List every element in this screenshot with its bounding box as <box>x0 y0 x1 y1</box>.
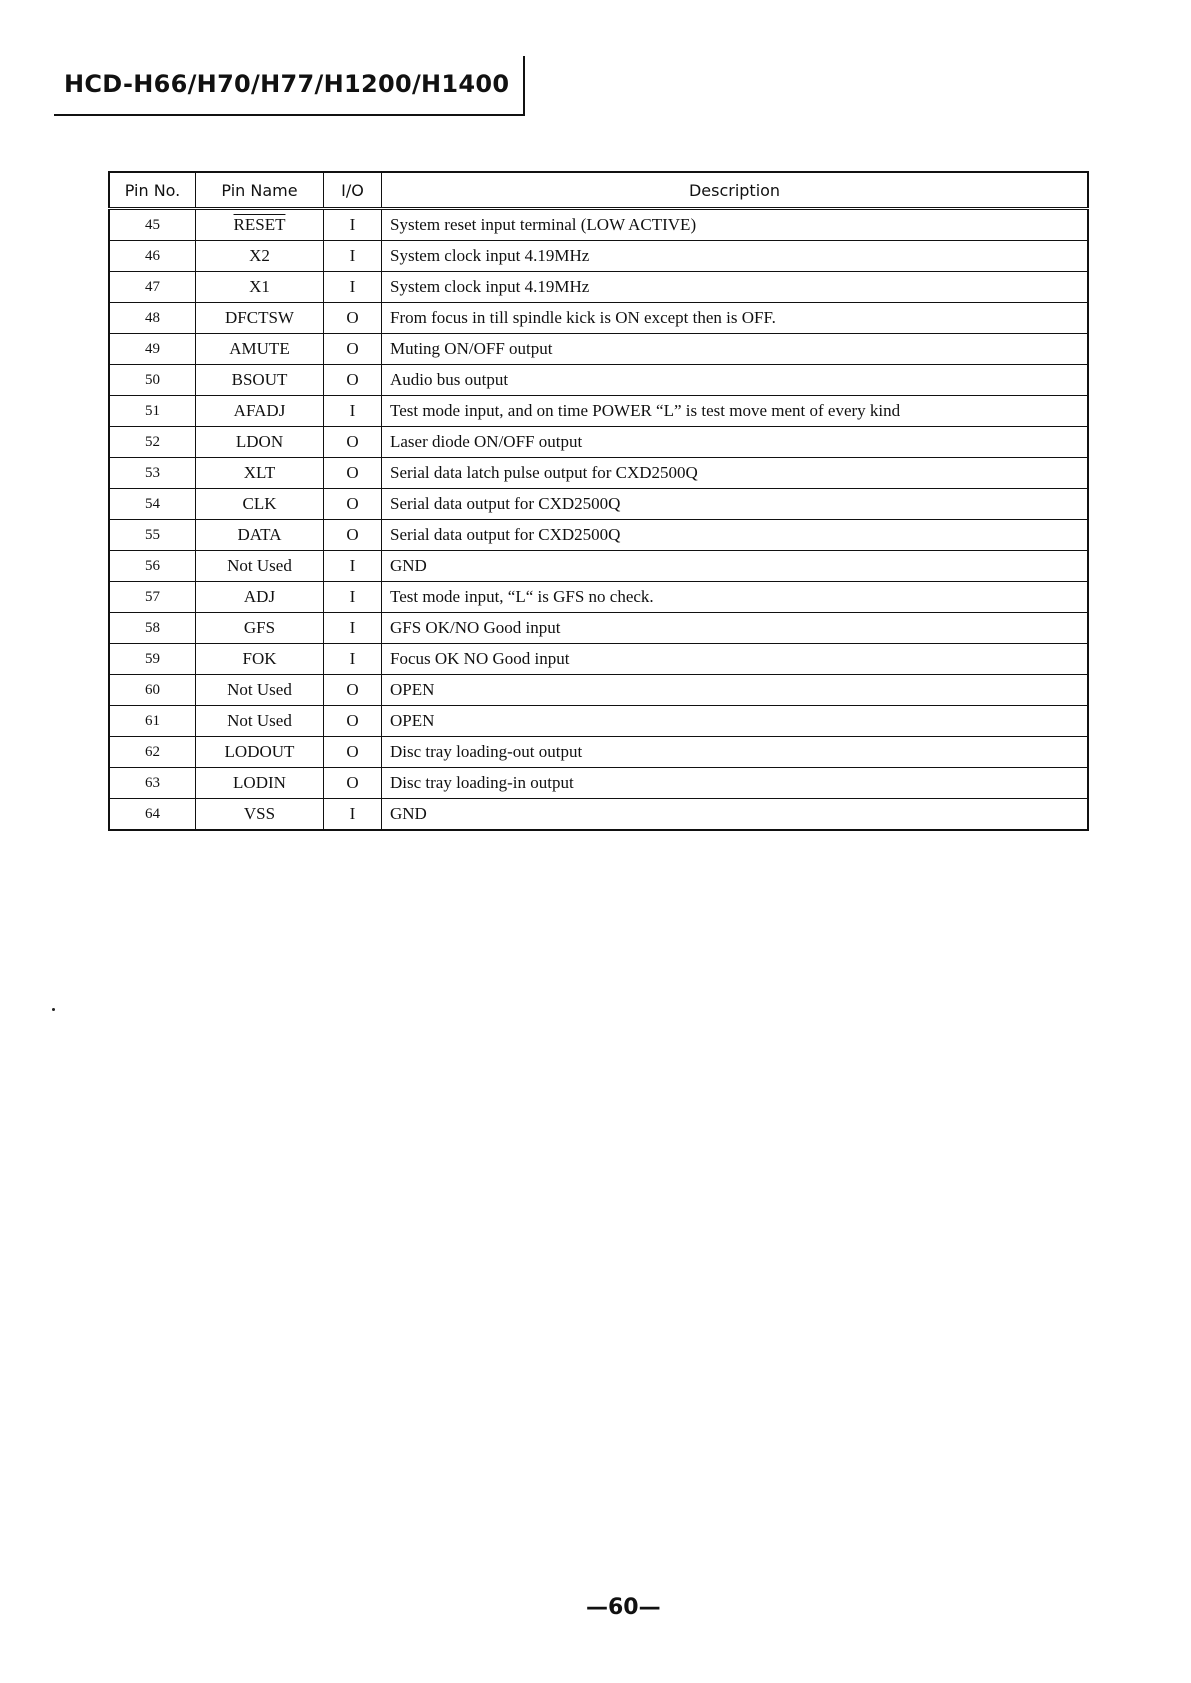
pin-number-cell: 64 <box>109 799 196 831</box>
table-row <box>109 489 1088 520</box>
table-row <box>109 644 1088 675</box>
pin-number-cell: 51 <box>109 396 196 427</box>
pin-number-cell: 58 <box>109 613 196 644</box>
io-cell: O <box>324 706 382 737</box>
table-body <box>109 209 1088 831</box>
description-cell: System clock input 4.19MHz <box>382 272 1089 303</box>
description-cell: GND <box>382 799 1089 831</box>
pin-name-cell: FOK <box>196 644 324 675</box>
io-cell: I <box>324 551 382 582</box>
pin-name-cell: DATA <box>196 520 324 551</box>
pin-number-cell: 46 <box>109 241 196 272</box>
io-cell: I <box>324 241 382 272</box>
pin-name-cell: XLT <box>196 458 324 489</box>
pin-name-cell: LODOUT <box>196 737 324 768</box>
description-cell: OPEN <box>382 706 1089 737</box>
table-row <box>109 520 1088 551</box>
io-cell: O <box>324 520 382 551</box>
pin-name-cell: ADJ <box>196 582 324 613</box>
description-cell: Serial data latch pulse output for CXD2500Q <box>382 458 1089 489</box>
table-row <box>109 272 1088 303</box>
stray-mark <box>52 1008 55 1011</box>
pin-number-cell: 60 <box>109 675 196 706</box>
header-divider-horizontal <box>54 114 525 116</box>
pin-number-cell: 52 <box>109 427 196 458</box>
io-cell: I <box>324 644 382 675</box>
io-cell: O <box>324 427 382 458</box>
pin-name-cell: VSS <box>196 799 324 831</box>
table-row <box>109 241 1088 272</box>
header-divider-vertical <box>523 56 525 114</box>
page-number: —60— <box>586 1595 661 1620</box>
io-cell: O <box>324 458 382 489</box>
description-cell: Muting ON/OFF output <box>382 334 1089 365</box>
description-cell: Disc tray loading-in output <box>382 768 1089 799</box>
pin-name-cell: Not Used <box>196 551 324 582</box>
table-row <box>109 209 1088 241</box>
model-title: HCD-H66/H70/H77/H1200/H1400 <box>64 70 510 98</box>
io-cell: I <box>324 209 382 241</box>
column-header-pin-no: Pin No. <box>109 172 196 209</box>
io-cell: I <box>324 613 382 644</box>
io-cell: I <box>324 799 382 831</box>
table-row <box>109 334 1088 365</box>
pin-name-cell: LODIN <box>196 768 324 799</box>
table-row <box>109 365 1088 396</box>
table-header-row <box>109 172 1088 209</box>
column-header-pin-name: Pin Name <box>196 172 324 209</box>
page-header <box>54 56 524 118</box>
description-cell: From focus in till spindle kick is ON except then is OFF. <box>382 303 1089 334</box>
table-row <box>109 768 1088 799</box>
pin-name-cell: X2 <box>196 241 324 272</box>
pin-number-cell: 61 <box>109 706 196 737</box>
description-cell: Test mode input, “L“ is GFS no check. <box>382 582 1089 613</box>
pin-number-cell: 55 <box>109 520 196 551</box>
io-cell: I <box>324 582 382 613</box>
pin-number-cell: 62 <box>109 737 196 768</box>
description-cell: System clock input 4.19MHz <box>382 241 1089 272</box>
io-cell: O <box>324 768 382 799</box>
pin-number-cell: 47 <box>109 272 196 303</box>
column-header-io: I/O <box>324 172 382 209</box>
table-row <box>109 551 1088 582</box>
io-cell: I <box>324 396 382 427</box>
pin-number-cell: 59 <box>109 644 196 675</box>
io-cell: I <box>324 272 382 303</box>
table-row <box>109 675 1088 706</box>
io-cell: O <box>324 489 382 520</box>
pin-name-cell: DFCTSW <box>196 303 324 334</box>
description-cell: OPEN <box>382 675 1089 706</box>
pin-name-cell: Not Used <box>196 675 324 706</box>
io-cell: O <box>324 365 382 396</box>
table-row <box>109 582 1088 613</box>
pin-name-cell: LDON <box>196 427 324 458</box>
table-row <box>109 458 1088 489</box>
table-row <box>109 396 1088 427</box>
pin-name-cell: Not Used <box>196 706 324 737</box>
pin-number-cell: 45 <box>109 209 196 241</box>
table-row <box>109 737 1088 768</box>
table-row <box>109 706 1088 737</box>
table-row <box>109 799 1088 831</box>
description-cell: Disc tray loading-out output <box>382 737 1089 768</box>
io-cell: O <box>324 675 382 706</box>
pin-number-cell: 48 <box>109 303 196 334</box>
column-header-description: Description <box>382 172 1089 209</box>
io-cell: O <box>324 334 382 365</box>
table-row <box>109 303 1088 334</box>
description-cell: Laser diode ON/OFF output <box>382 427 1089 458</box>
table-row <box>109 613 1088 644</box>
table-row <box>109 427 1088 458</box>
pin-number-cell: 49 <box>109 334 196 365</box>
pin-name-cell: RESET <box>196 209 324 241</box>
description-cell: Audio bus output <box>382 365 1089 396</box>
pin-name-cell: AFADJ <box>196 396 324 427</box>
description-cell: Focus OK NO Good input <box>382 644 1089 675</box>
description-cell: System reset input terminal (LOW ACTIVE) <box>382 209 1089 241</box>
pin-number-cell: 50 <box>109 365 196 396</box>
pin-number-cell: 63 <box>109 768 196 799</box>
pin-name-cell: GFS <box>196 613 324 644</box>
io-cell: O <box>324 737 382 768</box>
description-cell: GND <box>382 551 1089 582</box>
description-cell: Test mode input, and on time POWER “L” is test move ment of every kind <box>382 396 1089 427</box>
pin-number-cell: 56 <box>109 551 196 582</box>
pin-name-cell: CLK <box>196 489 324 520</box>
pin-name-cell: BSOUT <box>196 365 324 396</box>
pin-description-table <box>108 171 1089 831</box>
description-cell: GFS OK/NO Good input <box>382 613 1089 644</box>
pin-name-cell: X1 <box>196 272 324 303</box>
io-cell: O <box>324 303 382 334</box>
pin-name-cell: AMUTE <box>196 334 324 365</box>
pin-number-cell: 53 <box>109 458 196 489</box>
pin-number-cell: 57 <box>109 582 196 613</box>
description-cell: Serial data output for CXD2500Q <box>382 520 1089 551</box>
pin-number-cell: 54 <box>109 489 196 520</box>
description-cell: Serial data output for CXD2500Q <box>382 489 1089 520</box>
